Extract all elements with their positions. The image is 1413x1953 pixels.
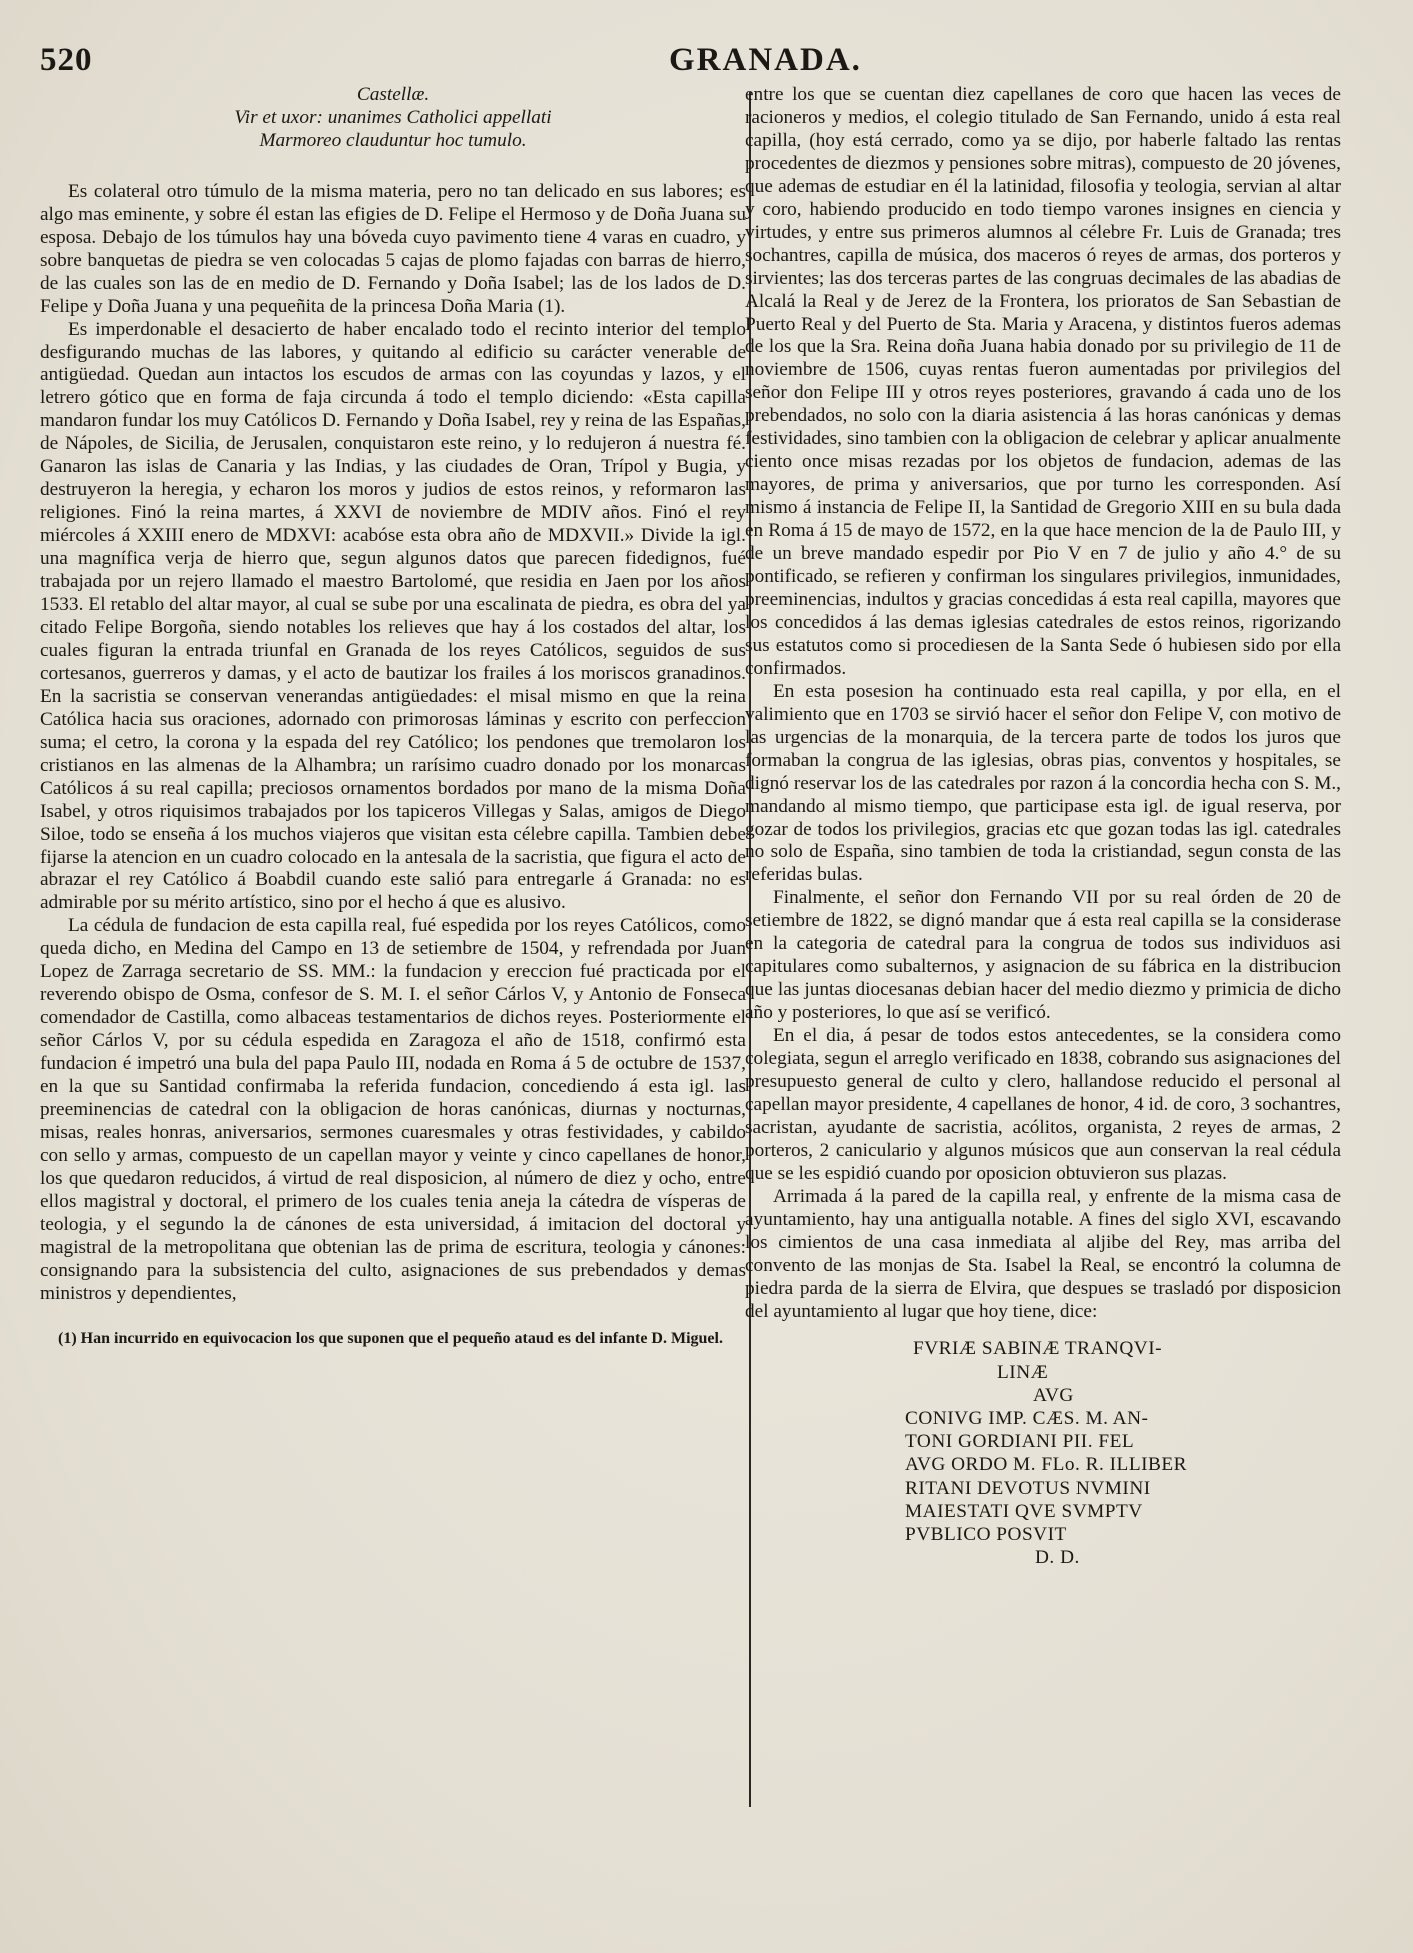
running-title: GRANADA.: [669, 42, 862, 78]
paragraph: En esta posesion ha continuado esta real capilla, y por ella, en el valimiento que en 1703 se sirvió hacer el señor don Felipe V, con motivo de las urgencias de la monarquia, de la tercera parte de todos los juros que formaban la congrua de las iglesias, obras pias, conventos y hospitales, se dignó reservar los de las catedrales por razon á la concordia hecha con S. M., mandando al mismo tiempo, que participase esta igl. de igual reserva, por gozar de todos los privilegios, gracias etc que gozan todas las igl. catedrales no solo de España, sino tambien de toda la cristiandad, segun consta de las referidas bulas.: [745, 680, 1341, 886]
inscription-line: AVG ORDO M. FLo. R. ILLIBER: [905, 1454, 1188, 1476]
footnote: (1) Han incurrido en equivocacion los que suponen que el pequeño ataud es del infante D. Miguel.: [58, 1329, 723, 1347]
roman-inscription: [745, 1337, 1341, 1569]
inscription-line: LINÆ: [997, 1361, 1049, 1383]
inscription-line: FVRIÆ SABINÆ TRANQVI-: [913, 1338, 1163, 1360]
paragraph: La cédula de fundacion de esta capilla real, fué espedida por los reyes Católicos, como queda dicho, en Medina del Campo en 13 de setiembre de 1504, y refrendada por Juan Lopez de Zarraga secretario de SS. MM.: la fundacion y ereccion fué practicada por el reverendo obispo de Osma, confesor de S. M. I. el señor Cárlos V, y Antonio de Fonseca comendador de Castilla, como albaceas testamentarios de dichos reyes. Posteriormente el señor Cárlos V, por su cédula espedida en Zaragoza el año de 1518, confirmó esta fundacion é impetró una bula del papa Paulo III, nodada en Roma á 5 de octubre de 1537, en la que su Santidad confirmaba la referida fundacion, concediendo á esta igl. las preeminencias de catedral con la obligacion de horas canónicas, diurnas y nocturnas, misas, reales honras, aniversarios, sermones cuaresmales y otras festividades, y cabildo con sello y armas, compuesto de un capellan mayor y veinte y cinco capellanes de honor, los que quedaron reducidos, á virtud de real disposicion, al número de diez y ocho, entre ellos magistral y doctoral, el primero de los cuales tenia aneja la cátedra de vísperas de teologia, y el segundo la de cánones de esta universidad, á imitacion del doctoral y magistral de la metropolitana que obtenian las de prima de escritura, teologia y cánones: consignando para la subsistencia del culto, asignaciones de sus prebendados y demas ministros y dependientes,: [40, 915, 746, 1304]
inscription-line: D. D.: [1035, 1547, 1080, 1569]
paragraph: Finalmente, el señor don Fernando VII por su real órden de 20 de setiembre de 1822, se dignó mandar que á esta real capilla se la considerase en la categoria de catedral para la congrua de todos sus individuos asi capitulares como subalternos, y asignacion de su fábrica en la distribucion que las juntas diocesanas debian hacer del medio diezmo y primicia de dicho año y posteriores, lo que así se verificó.: [745, 887, 1341, 1024]
inscription-line: PVBLICO POSVIT: [905, 1524, 1067, 1546]
inscription-line: RITANI DEVOTUS NVMINI: [905, 1477, 1151, 1499]
epigraph-line: Castellæ.: [356, 84, 430, 105]
page-number: 520: [40, 42, 93, 78]
paragraph: entre los que se cuentan diez capellanes de coro que hacen las veces de racioneros y medios, el colegio titulado de San Fernando, unido á esta real capilla, (hoy está cerrado, como ya se dijo, por haberle faltado las rentas procedentes de diezmos y pensiones sobre mitras), compuesto de 20 jóvenes, que ademas de estudiar en él la latinidad, filosofia y teologia, servian al altar y coro, habiendo producido en todo tiempo varones insignes en ciencia y virtudes, y entre sus primeros alumnos al célebre Fr. Luis de Granada; tres sochantres, capilla de música, dos maceros ó reyes de armas, dos porteros y sirvientes; las dos terceras partes de las congruas decimales de las abadias de Alcalá la Real y de Jerez de la Frontera, los prioratos de San Sebastian de Puerto Real y del Puerto de Sta. Maria y Aracena, y distintos fueros ademas de los que la Sra. Reina doña Juana habia donado por su privilegio de 11 de noviembre de 1506, cuyas rentas fueron aumentadas por privilegios del señor don Felipe III y otros reyes posteriores, gravando á cada uno de los prebendados, no solo con la diaria asistencia á las horas canónicas y demas festividades, sino tambien con la obligacion de celebrar y aplicar anualmente ciento once misas rezadas por los objetos de fundacion, ademas de las mayores, de prima y aniversarios, que por turno les corresponden. Así mismo á instancia de Felipe II, la Santidad de Gregorio XIII en su bula dada en Roma á 15 de mayo de 1572, en la que hace mencion de la de Paulo III, y de un breve mandado espedir por Pio V en 7 de julio y año 4.° de su pontificado, se refieren y confirman los singulares privilegios, inmunidades, preeminencias, indultos y gracias concedidas á esta real capilla, mayores que los concedidos á las demas iglesias catedrales de estos reinos, rigorizando sus estatutos como si procediesen de la Santa Sede ó hubiesen sido por ella confirmados.: [745, 84, 1341, 679]
left-column: [40, 84, 746, 1349]
inscription-line: AVG: [1033, 1384, 1074, 1406]
right-column: [745, 84, 1341, 1570]
paragraph: En el dia, á pesar de todos estos antecedentes, se la considera como colegiata, segun el arreglo verificado en 1838, cobrando sus asignaciones del presupuesto general de culto y clero, hallandose reducido el personal al capellan mayor presidente, 4 capellanes de honor, 4 id. de coro, 3 sochantres, sacristan, ayudante de sacristia, acólitos, organista, 2 reyes de armas, 2 porteros, 2 caniculario y algunos músicos que aun conservan la real cédula que se les espidió cuando por oposicion obtuvieron sus plazas.: [745, 1025, 1341, 1184]
inscription-line: TONI GORDIANI PII. FEL: [905, 1431, 1135, 1453]
paragraph: Es colateral otro túmulo de la misma materia, pero no tan delicado en sus labores; es algo mas eminente, y sobre él estan las efigies de D. Felipe el Hermoso y de Doña Juana su esposa. Debajo de los túmulos hay una bóveda cuyo pavimento tiene 4 varas en cuadro, y sobre banquetas de piedra se ven colocadas 5 cajas de plomo fajadas con barras de hierro, de las cuales son las de en medio de D. Fernando y Doña Isabel; las de los lados de D. Felipe y Doña Juana y una pequeñita de la princesa Doña Maria (1).: [40, 180, 746, 317]
epigraph-line: Marmoreo clauduntur hoc tumulo.: [259, 129, 527, 151]
epigraph-line: Vir et uxor: unanimes Catholici appellati: [234, 106, 552, 128]
paragraph: Es imperdonable el desacierto de haber encalado todo el recinto interior del templo desfigurando muchas de las labores, y quitando al edificio su carácter venerable de antigüedad. Quedan aun intactos los escudos de armas con las coyundas y lazos, y el letrero gótico que en forma de faja circunda á todo el templo diciendo: «Esta capilla mandaron fundar los muy Católicos D. Fernando y Doña Isabel, rey y reina de las Españas, de Nápoles, de Sicilia, de Jerusalen, conquistaron este reino, y lo redujeron á nuestra fé. Ganaron las islas de Canaria y las Indias, y las ciudades de Oran, Trípol y Bugia, y destruyeron la heregia, y echaron los moros y judios de estos reinos, y reformaron las religiones. Finó la reina martes, á XXVI de noviembre de MDIV años. Finó el rey miércoles á XXIII enero de MDXVI: acabóse esta obra año de MDXVII.» Divide la igl. una magnífica verja de hierro que, segun algunos datos que parecen fidedignos, fué trabajada por un rejero llamado el maestro Bartolomé, que residia en Jaen por los años 1533. El retablo del altar mayor, al cual se sube por una escalinata de piedra, es obra del ya citado Felipe Borgoña, siendo notables los relieves que hay á los costados del altar, los cuales figuran la entrada triunfal en Granada de los reyes Católicos, seguidos de sus cortesanos, guerreros y damas, y el acto de bautizar los frailes á los moriscos granadinos. En la sacristia se conservan venerandas antigüedades: el misal mismo en que la reina Católica hacia sus oraciones, adornado con primorosas láminas y escrito con perfeccion suma; el cetro, la corona y la espada del rey Católico; los pendones que tremolaron los cristianos en las almenas de la Alhambra; un rarísimo cuadro donado por los monarcas Católicos á su real capilla; preciosos ornamentos bordados por mano de la misma Doña Isabel, y otros riquisimos trabajados por los tapiceros Villegas y Salas, amigos de Diego Siloe, todo se enseña á los muchos viajeros que visitan esta célebre capilla. Tambien debe fijarse la atencion en un cuadro colocado en la antesala de la sacristia, que figura el acto de abrazar el rey Católico á Boabdil cuando este salió para entregarle á Granada: no es admirable por su mérito artístico, sino por el hecho á que es alusivo.: [40, 318, 746, 914]
paragraph: Arrimada á la pared de la capilla real, y enfrente de la misma casa de ayuntamiento, hay una antigualla notable. A fines del siglo XVI, escavando los cimientos de una casa inmediata al aljibe del Rey, mas arriba del convento de las monjas de Sta. Isabel la Real, se encontró la columna de piedra parda de la sierra de Elvira, que despues se trasladó por disposicion del ayuntamiento al lugar que hoy tiene, dice:: [745, 1185, 1341, 1322]
inscription-line: CONIVG IMP. CÆS. M. AN-: [905, 1408, 1149, 1430]
inscription-line: MAIESTATI QVE SVMPTV: [905, 1500, 1143, 1522]
